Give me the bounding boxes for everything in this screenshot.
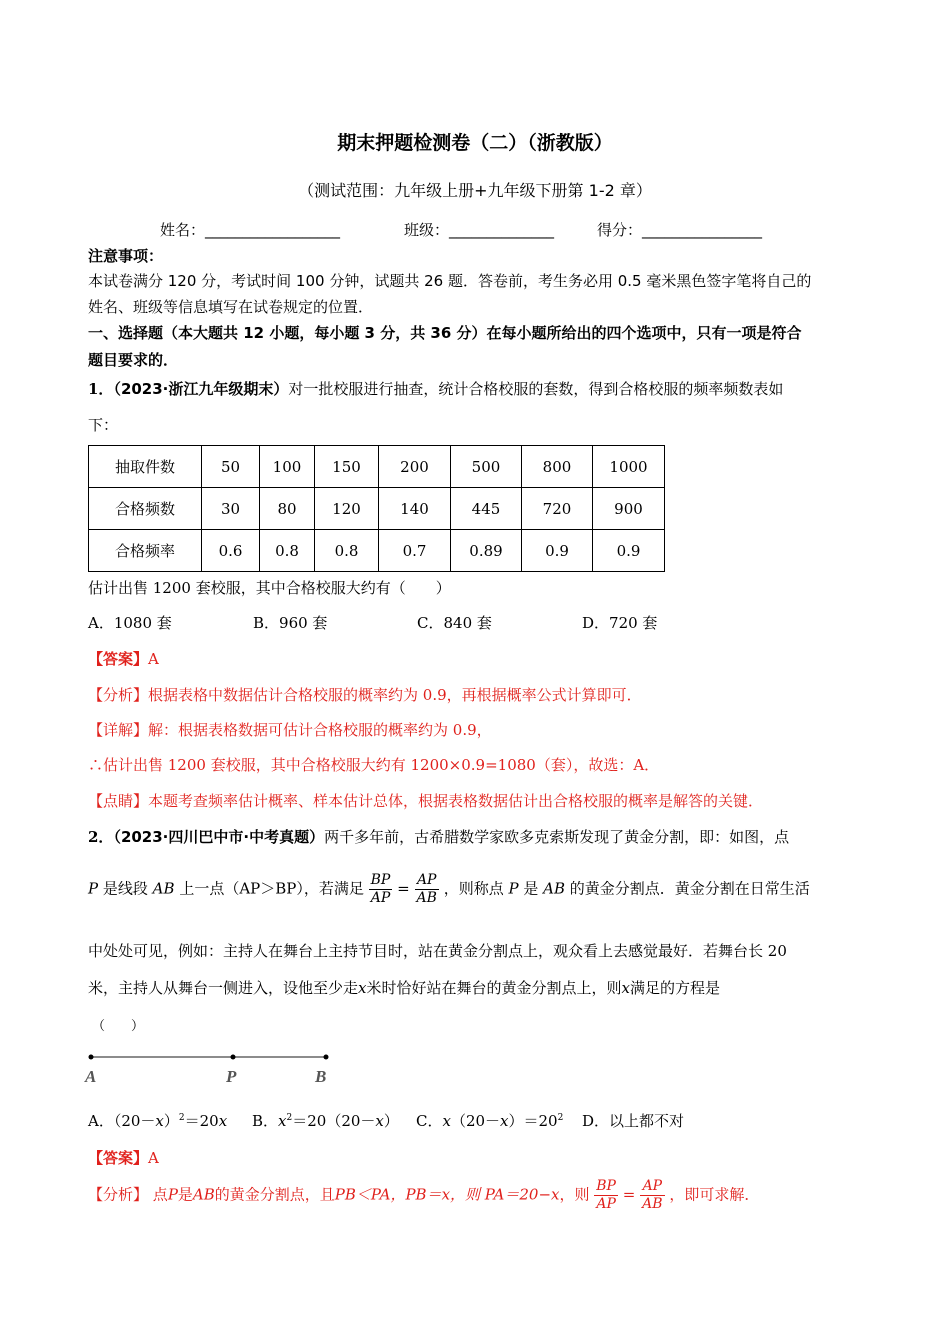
- var-x: x: [500, 1112, 509, 1130]
- table-cell: 50: [202, 446, 260, 488]
- label-p: P: [226, 1067, 237, 1086]
- name-blank: __________________: [205, 221, 341, 239]
- notes-heading: 注意事项：: [88, 247, 164, 265]
- q1-stem: 对一批校服进行抽查，统计合格校服的套数，得到合格校服的频率频数表如: [288, 380, 784, 398]
- text: 是线段: [102, 879, 148, 898]
- analysis-tag: 【分析】: [88, 1185, 149, 1204]
- table-cell: 抽取件数: [89, 446, 202, 488]
- q2-stem-line-2: [88, 872, 810, 907]
- var-p: P: [167, 1185, 178, 1204]
- text: A．（20－: [88, 1112, 156, 1130]
- section-heading-line-2: 题目要求的．: [88, 351, 179, 369]
- denominator: AB: [642, 1196, 663, 1212]
- q1-option-c: C．840 套: [417, 614, 492, 632]
- point-p-dot: [231, 1055, 236, 1060]
- denominator: AB: [416, 890, 437, 906]
- table-row: [89, 530, 665, 572]
- point-b-dot: [324, 1055, 329, 1060]
- var-ab: AB: [192, 1185, 215, 1204]
- q1-stem-line-2: 下：: [88, 416, 119, 434]
- comment-tag: 【点睛】: [88, 792, 149, 810]
- table-cell: 100: [260, 446, 315, 488]
- text: 米时恰好站在舞台的黄金分割点上，则: [366, 979, 622, 997]
- denominator: AP: [596, 1196, 616, 1212]
- text: 是: [523, 879, 539, 898]
- q2-stem: 两千多年前，古希腊数学家欧多克索斯发现了黄金分割，即：如图，点: [324, 828, 790, 846]
- text: 满足的方程是: [629, 979, 720, 997]
- var-p: P: [88, 879, 99, 898]
- text: ，则: [559, 1185, 590, 1204]
- var-x: x: [218, 1112, 228, 1130]
- var-x: x: [278, 1112, 287, 1130]
- q2-answer-blank: （ ）: [92, 1019, 145, 1034]
- fraction-bp-ap: [369, 872, 393, 907]
- table-cell: 120: [315, 488, 379, 530]
- answer-tag: 【答案】: [88, 650, 149, 668]
- text: 的黄金分割点．黄金分割在日常生活: [569, 879, 810, 898]
- fraction-bp-ap: [594, 1178, 618, 1213]
- q2-option-c: [416, 1110, 563, 1131]
- denominator: AP: [370, 890, 391, 906]
- text: B．: [252, 1112, 279, 1130]
- numerator: AP: [640, 1178, 664, 1196]
- q1-source: （2023·浙江九年级期末）: [113, 380, 289, 398]
- notes-line-1: 本试卷满分 120 分，考试时间 100 分钟，试题共 26 题．答卷前，考生务必用 0.5 毫米黑色签字笔将自己的: [88, 272, 812, 290]
- section-heading-line-1: 一、选择题（本大题共 12 小题，每小题 3 分，共 36 分）在每小题所给出的四个选项中，只有一项是符合: [88, 324, 802, 342]
- text: ，则称点: [443, 879, 504, 898]
- class-blank: ______________: [449, 221, 555, 239]
- q2-stem-line-4: [88, 977, 720, 998]
- notes-line-2: 姓名、班级等信息填写在试卷规定的位置．: [88, 298, 374, 316]
- numerator: BP: [596, 1178, 616, 1194]
- point-a-dot: [89, 1055, 94, 1060]
- score-field: [597, 219, 762, 240]
- table-row: [89, 446, 665, 488]
- analysis-tag: 【分析】: [88, 686, 149, 704]
- q2-stem-line-3: 中处处可见，例如：主持人在舞台上主持节目时，站在黄金分割点上，观众看上去感觉最好．若舞台长 20: [88, 942, 787, 960]
- q1-option-a: A．1080 套: [88, 614, 172, 632]
- score-label: 得分：: [597, 221, 643, 239]
- var-ab: AB: [543, 879, 566, 898]
- table-cell: 1000: [593, 446, 665, 488]
- q1-option-b: B．960 套: [253, 614, 328, 632]
- text: 上一点（AP＞BP），若满足: [179, 879, 364, 898]
- q2-option-d: D．以上都不对: [582, 1112, 685, 1130]
- class-field: [404, 219, 554, 240]
- table-cell: 800: [522, 446, 593, 488]
- numerator: BP: [370, 872, 391, 888]
- table-cell: 500: [451, 446, 522, 488]
- answer-tag: 【答案】: [88, 1149, 149, 1167]
- var-x: x: [375, 1112, 384, 1130]
- q1-answer: [88, 648, 159, 669]
- label-b: B: [315, 1067, 327, 1086]
- q2-option-a: [88, 1110, 227, 1131]
- q1-number: 1．: [88, 380, 114, 398]
- equals-sign: =: [397, 879, 410, 898]
- q2-source: （2023·四川巴中市·中考真题）: [113, 828, 325, 846]
- text: 是: [177, 1185, 193, 1204]
- q1-comment: [88, 790, 763, 811]
- q1-analysis: [88, 684, 642, 705]
- var-x: x: [442, 1112, 451, 1130]
- score-blank: ________________: [642, 221, 763, 239]
- text: 的黄金分割点，且: [214, 1185, 335, 1204]
- text: ）: [163, 1112, 179, 1130]
- frequency-table: [88, 445, 665, 572]
- fraction-ap-ab: [415, 872, 439, 907]
- q1-detail-line-2: ∴估计出售 1200 套校服，其中合格校服大约有 1200×0.9=1080（套），故选：A．: [88, 756, 660, 774]
- analysis-text: 根据表格中数据估计合格校服的概率约为 0.9，再根据概率公式计算即可．: [148, 686, 642, 704]
- var-x: x: [621, 979, 630, 997]
- table-cell: 0.8: [260, 530, 315, 572]
- table-cell: 720: [522, 488, 593, 530]
- equals-sign: =: [622, 1185, 636, 1204]
- table-cell: 合格频数: [89, 488, 202, 530]
- fraction-ap-ab: [640, 1178, 664, 1213]
- table-cell: 0.6: [202, 530, 260, 572]
- table-cell: 0.7: [379, 530, 451, 572]
- comment-text: 本题考查频率估计概率、样本估计总体，根据表格数据估计出合格校服的概率是解答的关键．: [148, 792, 764, 810]
- detail-tag: 【详解】: [88, 721, 149, 739]
- class-label: 班级：: [404, 221, 450, 239]
- table-cell: 445: [451, 488, 522, 530]
- text: ，即可求解．: [669, 1185, 760, 1204]
- table-cell: 0.89: [451, 530, 522, 572]
- detail-text: 解：根据表格数据可估计合格校服的概率约为 0.9，: [148, 721, 492, 739]
- table-row: [89, 488, 665, 530]
- q1-option-d: D．720 套: [582, 614, 658, 632]
- q2-answer: [88, 1147, 159, 1168]
- var-x: x: [155, 1112, 164, 1130]
- page-subtitle: （测试范围：九年级上册+九年级下册第 1-2 章）: [298, 181, 652, 200]
- var-x: x: [358, 979, 367, 997]
- answer-value: A: [148, 1149, 159, 1167]
- text: C．: [416, 1112, 443, 1130]
- text: 点: [152, 1185, 168, 1204]
- numerator: AP: [415, 872, 439, 890]
- exponent: 2: [286, 1113, 293, 1123]
- answer-value: A: [148, 650, 159, 668]
- name-label: 姓名：: [160, 221, 206, 239]
- table-cell: 200: [379, 446, 451, 488]
- text: ＝20（20－: [292, 1112, 376, 1130]
- text: 米，主持人从舞台一侧进入，设他至少走: [88, 979, 359, 997]
- q1-detail: [88, 719, 492, 740]
- table-cell: 0.8: [315, 530, 379, 572]
- page-title: 期末押题检测卷（二）（浙教版）: [337, 132, 613, 154]
- q2-number: 2．: [88, 828, 114, 846]
- segment-diagram: [80, 1045, 340, 1090]
- label-a: A: [85, 1067, 97, 1086]
- exponent: 2: [557, 1113, 564, 1123]
- var-p: P: [508, 879, 519, 898]
- table-cell: 合格频率: [89, 530, 202, 572]
- table-cell: 80: [260, 488, 315, 530]
- table-cell: 150: [315, 446, 379, 488]
- table-cell: 0.9: [522, 530, 593, 572]
- text: PB＜PA，PB＝x，则 PA＝20−x: [334, 1185, 560, 1204]
- table-cell: 30: [202, 488, 260, 530]
- q1-stem-line-1: [88, 378, 783, 399]
- name-field: [160, 219, 340, 240]
- q1-question: 估计出售 1200 套校服，其中合格校服大约有（ ）: [88, 579, 451, 597]
- table-cell: 0.9: [593, 530, 665, 572]
- table-cell: 140: [379, 488, 451, 530]
- exponent: 2: [178, 1113, 185, 1123]
- var-ab: AB: [152, 879, 175, 898]
- q2-option-b: [252, 1110, 399, 1131]
- text: ）＝20: [508, 1112, 558, 1130]
- q2-analysis: [88, 1178, 759, 1213]
- text: ＝20: [184, 1112, 219, 1130]
- table-cell: 900: [593, 488, 665, 530]
- text: （20－: [450, 1112, 501, 1130]
- q2-stem-line-1: [88, 826, 789, 847]
- text: ）: [383, 1112, 399, 1130]
